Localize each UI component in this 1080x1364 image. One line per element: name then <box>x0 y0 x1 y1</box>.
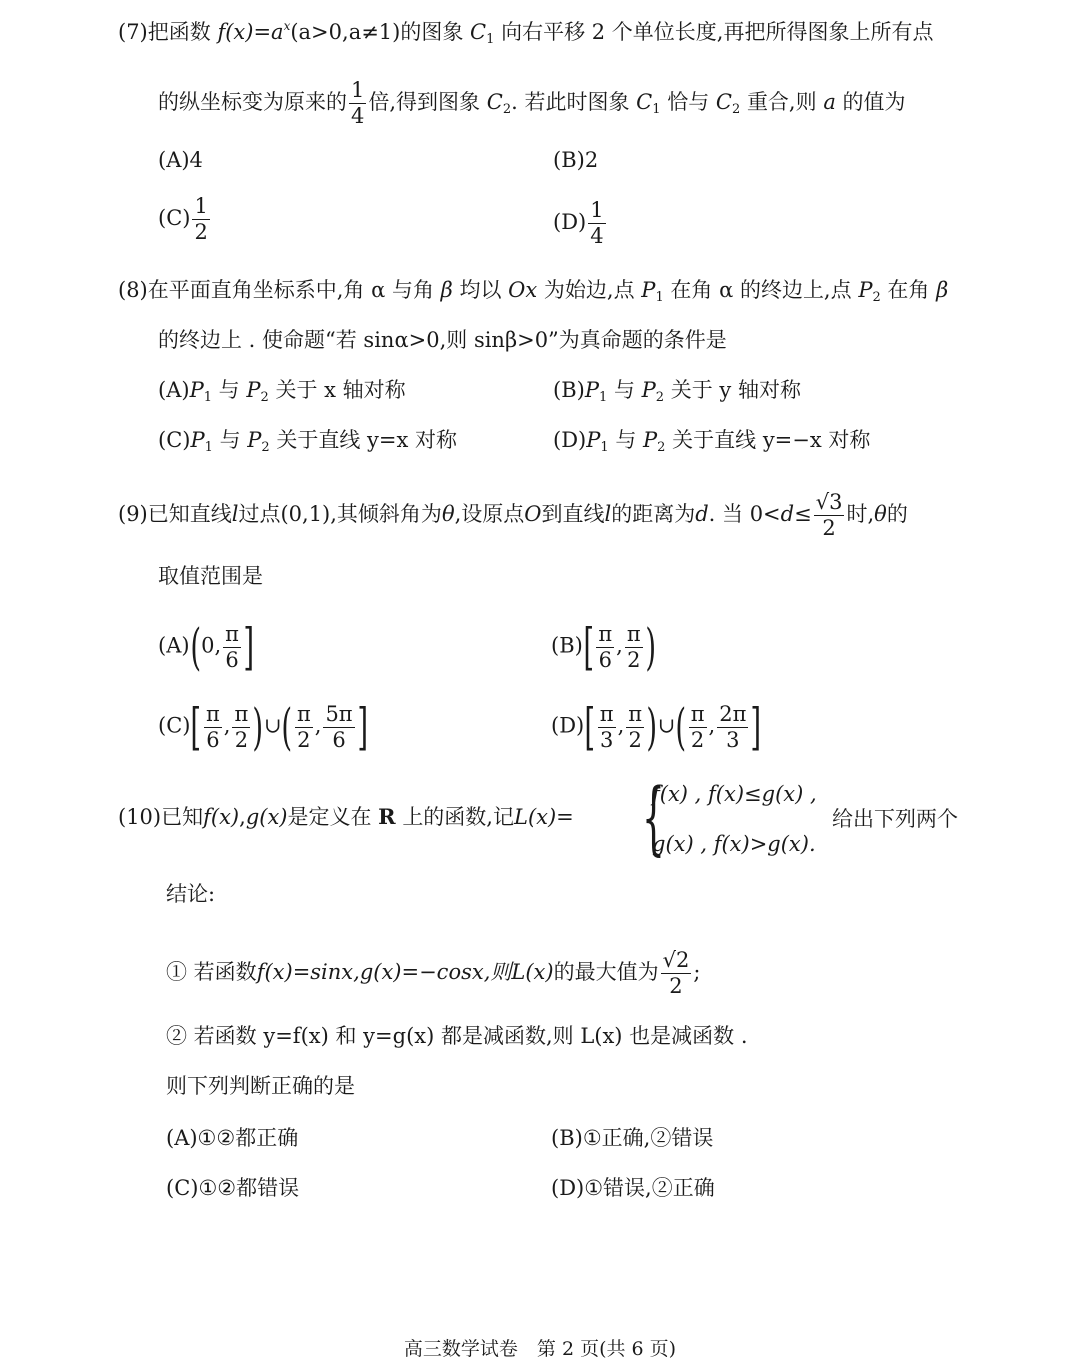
q10-option-a: (A)①②都正确 <box>166 1126 299 1150</box>
piecewise-brace: { <box>641 771 665 864</box>
q10-case2: g(x) , f(x)>g(x). <box>652 832 816 856</box>
q10-line1: (10)已知f(x),g(x)是定义在 R 上的函数,记L(x)= <box>118 804 574 829</box>
q7-option-a: (A)4 <box>158 148 203 172</box>
q9-option-c: (C)[ $\frac{\pi}{6}$ , $\frac{\pi}{2}$ )∪( $\frac{\pi}{2}$ , $\frac{5\pi}{6}$ ] <box>158 698 368 756</box>
q8-option-c: $(C)P_1$ 与 $P_2$ 关于直线 y=x 对称 <box>158 428 458 455</box>
q9-option-a: (A)(0, $\frac{\pi}{6}$ ] <box>158 618 255 676</box>
q9-number: (9) <box>118 502 148 526</box>
q8-option-d: $(D)P_1$ 与 $P_2$ 关于直线 y=−x 对称 <box>553 428 871 455</box>
q10-conclusions-label: 结论: <box>166 882 216 906</box>
q10-question-prompt: 则下列判断正确的是 <box>166 1074 355 1098</box>
q7-option-d: (D) $\frac{1}{4}$ <box>553 198 604 248</box>
fraction-sqrt3-over-2: $\frac{√3}{2}$ <box>815 490 843 540</box>
q10-option-c: (C)①②都错误 <box>166 1176 300 1200</box>
q8-line2: 的终边上 . 使命题“若 sinα>0,则 sinβ>0”为真命题的条件是 <box>158 328 727 352</box>
fraction-sqrt2-over-2: $\frac{√2}{2}$ <box>662 948 690 998</box>
page-footer: 高三数学试卷 第 2 页(共 6 页) <box>403 1338 677 1360</box>
q10-statement-2: ② 若函数 y=f(x) 和 y=g(x) 都是减函数,则 L(x) 也是减函数 . <box>166 1024 748 1048</box>
q10-line1-end: 给出下列两个 <box>832 807 958 831</box>
q7-option-b: (B)2 <box>553 148 599 172</box>
q8-option-b: $(B)P_1$ 与 $P_2$ 关于 y 轴对称 <box>553 378 801 405</box>
q9-line1: (9)已知直线l过点(0,1),其倾斜角为θ,设原点O到直线l的距离为d. 当 0<d≤ $\frac{√3}{2}$ 时,θ的 <box>118 490 908 540</box>
q10-option-d: (D)①错误,②正确 <box>551 1176 715 1200</box>
q8-line1: (8)在平面直角坐标系中,角 α 与角 β 均以 Ox 为始边,点 $P_1$ 在角 α 的终边上,点 $P_2$ 在角 β <box>118 278 949 305</box>
q7-number: (7) <box>118 20 148 44</box>
q9-line2: 取值范围是 <box>158 564 263 588</box>
q8-number: (8) <box>118 278 148 302</box>
q8-option-a: $(A)P_1$ 与 $P_2$ 关于 x 轴对称 <box>158 378 406 405</box>
q9-option-d: (D)[ $\frac{\pi}{3}$ , $\frac{\pi}{2}$ )∪( $\frac{\pi}{2}$ , $\frac{2\pi}{3}$ ] <box>551 698 762 756</box>
q7-option-c: (C) $\frac{1}{2}$ <box>158 194 208 244</box>
fraction-one-quarter: $\frac{1}{4}$ <box>351 78 365 128</box>
q10-case1: f(x) , f(x)≤g(x) , <box>652 782 817 806</box>
q10-option-b: (B)①正确,②错误 <box>551 1126 714 1150</box>
q7-line2: 的纵坐标变为原来的 $\frac{1}{4}$ 倍,得到图象 $C_2$. 若此时图象 $C_1$ 恰与 $C_2$ 重合,则 a 的值为 <box>158 78 906 128</box>
q7-line1: (7)把函数 $f(x)=a^x(a>0,a\ne 1)$的图象 $C_1$ 向右平移 2 个单位长度,再把所得图象上所有点 <box>118 19 934 47</box>
q10-number: (10) <box>118 805 162 829</box>
q9-option-b: (B)[ $\frac{\pi}{6}$ , $\frac{\pi}{2}$ ) <box>551 618 656 676</box>
q10-statement-1: ① 若函数f(x)=sinx,g(x)=−cosx,则L(x)的最大值为 $\frac{√2}{2}$ ; <box>166 948 701 998</box>
